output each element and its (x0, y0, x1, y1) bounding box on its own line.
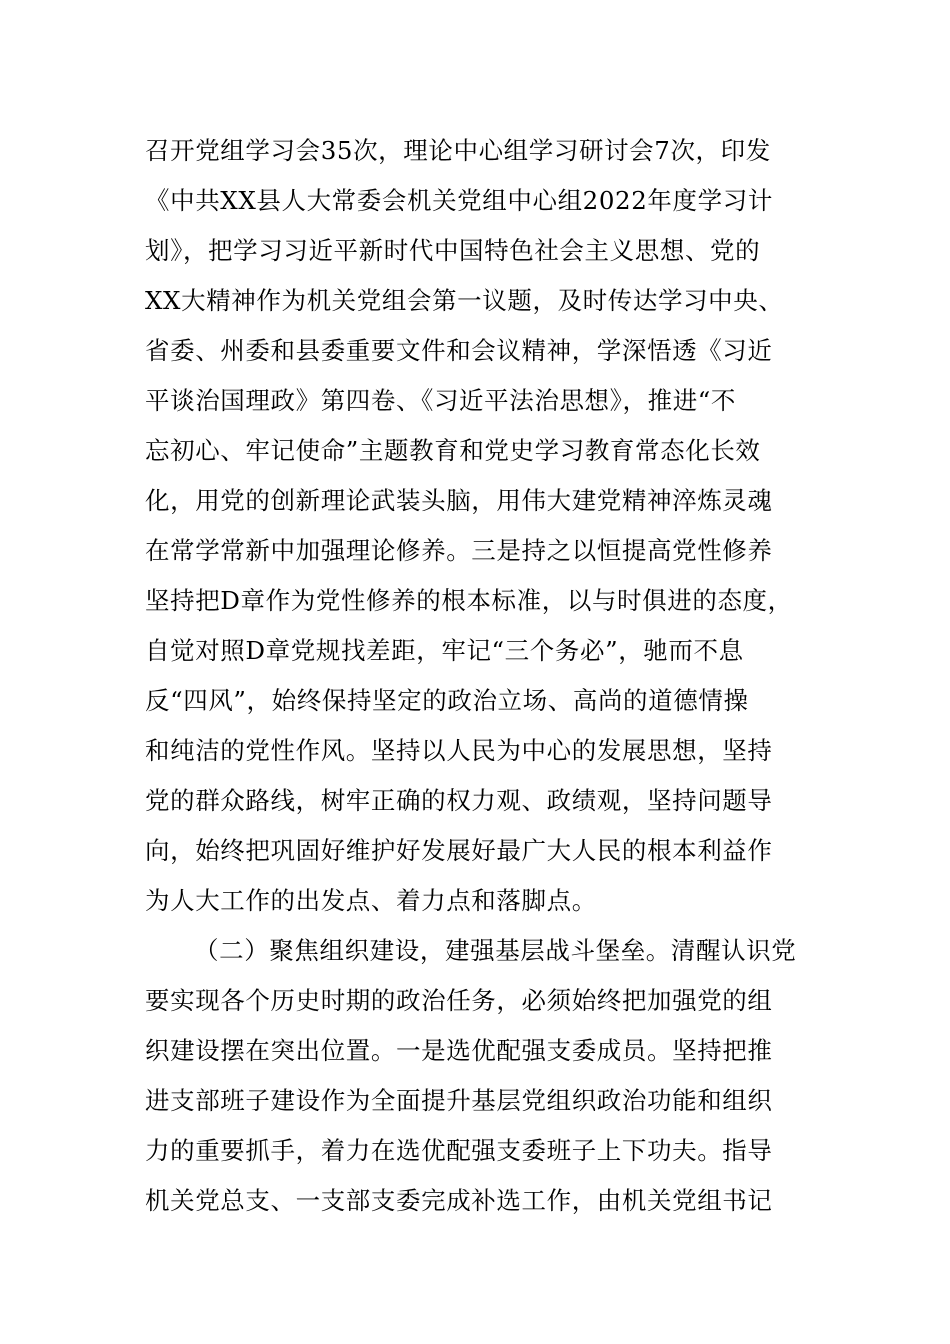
text-line: 进支部班子建设作为全面提升基层党组织政治功能和组织 (145, 1086, 773, 1115)
section-heading-line: （二）聚焦组织建设，建强基层战斗堡垒。清醒认识党 (194, 936, 797, 965)
text-line: 平谈治国理政》第四卷、《习近平法治思想》，推进“不 (145, 386, 737, 415)
text-line: 要实现各个历史时期的政治任务，必须始终把加强党的组 (145, 986, 773, 1015)
text-line: 机关党总支、一支部支委完成补选工作，由机关党组书记 (145, 1186, 773, 1215)
text-line: 党的群众路线，树牢正确的权力观、政绩观，坚持问题导 (145, 786, 773, 815)
text-line: 向，始终把巩固好维护好发展好最广大人民的根本利益作 (145, 836, 773, 865)
text-line: 《中共XX县人大常委会机关党组中心组2022年度学习计 (145, 186, 773, 215)
text-line: 忘初心、牢记使命”主题教育和党史学习教育常态化长效 (145, 436, 761, 465)
text-line: 在常学常新中加强理论修养。三是持之以恒提高党性修养 (145, 536, 773, 565)
text-line: 召开党组学习会35次，理论中心组学习研讨会7次，印发 (145, 136, 771, 165)
text-line: 省委、州委和县委重要文件和会议精神，学深悟透《习近 (145, 336, 773, 365)
text-line: 织建设摆在突出位置。一是选优配强支委成员。坚持把推 (145, 1036, 773, 1065)
text-line: 自觉对照D章党规找差距，牢记“三个务必”，驰而不息 (145, 636, 744, 665)
text-line: 反“四风”，始终保持坚定的政治立场、高尚的道德情操 (145, 686, 749, 715)
text-line: 划》，把学习习近平新时代中国特色社会主义思想、党的 (145, 236, 761, 265)
text-line: 化，用党的创新理论武装头脑，用伟大建党精神淬炼灵魂 (145, 486, 773, 515)
text-line: XX大精神作为机关党组会第一议题，及时传达学习中央、 (145, 286, 784, 315)
text-line: 为人大工作的出发点、着力点和落脚点。 (145, 886, 597, 915)
text-line: 坚持把D章作为党性修养的根本标准，以与时俱进的态度， (145, 586, 793, 615)
text-line: 力的重要抓手，着力在选优配强支委班子上下功夫。指导 (145, 1136, 773, 1165)
text-line: 和纯洁的党性作风。坚持以人民为中心的发展思想，坚持 (145, 736, 773, 765)
